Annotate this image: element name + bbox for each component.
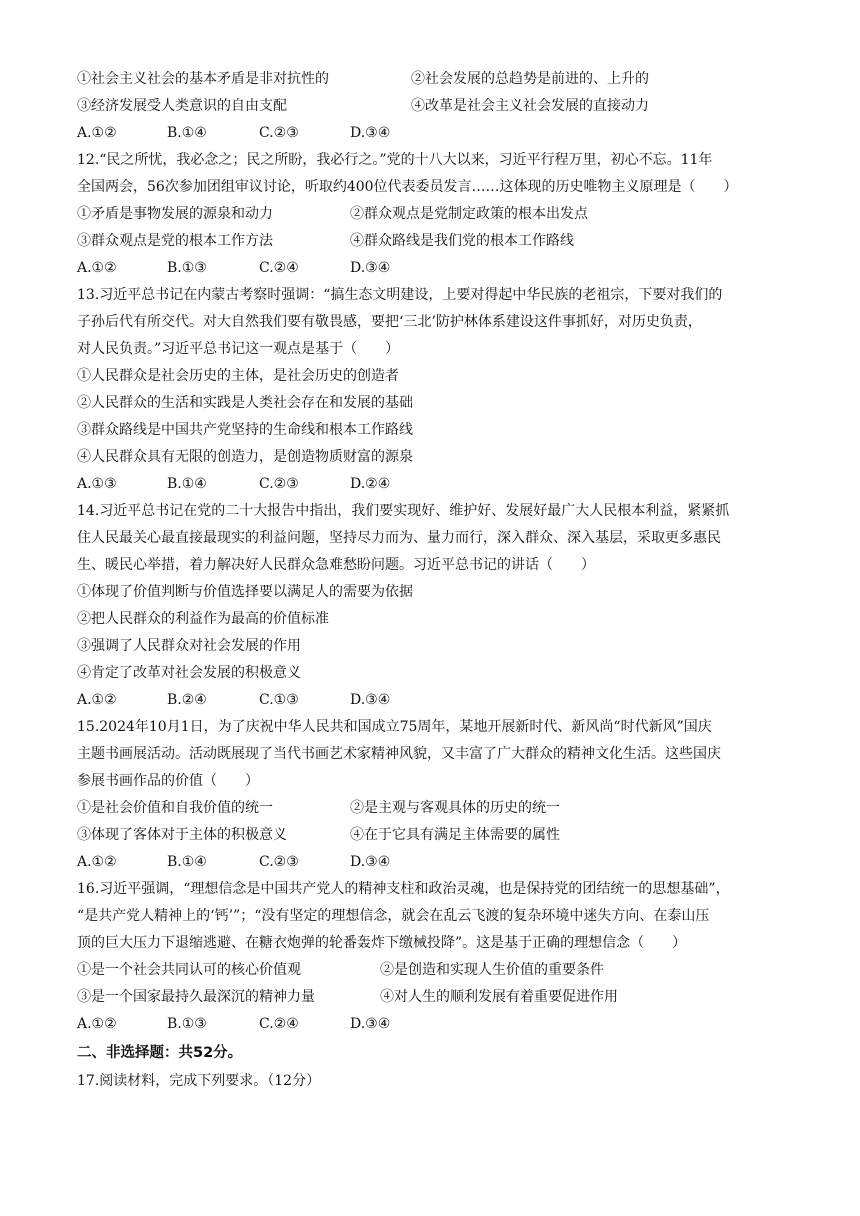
q13-choice-a: A.①③ bbox=[77, 476, 117, 492]
q11-option-1: ①社会主义社会的基本矛盾是非对抗性的 bbox=[77, 71, 329, 87]
q14-stem-line: 14.习近平总书记在党的二十大报告中指出，我们要实现好、维护好、发展好最广大人民根本利益，紧紧抓 bbox=[77, 503, 730, 519]
q15-option-row-2 bbox=[77, 822, 560, 849]
q14-choice-b: B.②④ bbox=[167, 692, 207, 708]
q15-option-1: ①是社会价值和自我价值的统一 bbox=[77, 800, 273, 816]
q16-stem-line: 顶的巨大压力下退缩逃避、在糖衣炮弹的轮番轰炸下缴械投降”。这是基于正确的理想信念（ ） bbox=[77, 935, 687, 951]
q15-option-2: ②是主观与客观具体的历史的统一 bbox=[350, 800, 560, 816]
q13-option-2: ②人民群众的生活和实践是人类社会存在和发展的基础 bbox=[77, 395, 413, 411]
q16-choice-b: B.①③ bbox=[167, 1016, 207, 1032]
q16-option-2: ②是创造和实现人生价值的重要条件 bbox=[380, 962, 604, 978]
q11-option-2: ②社会发展的总趋势是前进的、上升的 bbox=[411, 71, 649, 87]
q14-option-4: ④肯定了改革对社会发展的积极意义 bbox=[77, 665, 301, 681]
q14-choice-a: A.①② bbox=[77, 692, 117, 708]
q14-option-3: ③强调了人民群众对社会发展的作用 bbox=[77, 638, 301, 654]
q13-stem-line: 对人民负责。”习近平总书记这一观点是基于（ ） bbox=[77, 341, 400, 357]
q16-option-row-1 bbox=[77, 957, 604, 984]
q14-stem-line: 住人民最关心最直接最现实的利益问题，坚持尽力而为、量力而行，深入群众、深入基层，采取更多惠民 bbox=[77, 530, 721, 546]
q13-option-3: ③群众路线是中国共产党坚持的生命线和根本工作路线 bbox=[77, 422, 413, 438]
q15-stem-line: 15.2024年10月1日，为了庆祝中华人民共和国成立75周年，某地开展新时代、新风尚“时代新风”国庆 bbox=[77, 719, 712, 735]
q14-option-2: ②把人民群众的利益作为最高的价值标准 bbox=[77, 611, 329, 627]
q15-choice-a: A.①② bbox=[77, 854, 117, 870]
q12-choice-b: B.①③ bbox=[167, 260, 207, 276]
q16-choice-d: D.③④ bbox=[350, 1016, 391, 1032]
q12-option-row-1 bbox=[77, 201, 588, 228]
q16-stem-line: “是共产党人精神上的‘钙’”；“没有坚定的理想信念，就会在乱云飞渡的复杂环境中迷失方向、在泰山压 bbox=[77, 908, 710, 924]
q13-choice-d: D.②④ bbox=[350, 476, 391, 492]
q12-stem-line: 12.“民之所忧，我必念之；民之所盼，我必行之。”党的十八大以来，习近平行程万里，初心不忘。11年 bbox=[77, 152, 713, 168]
q13-option-4: ④人民群众具有无限的创造力，是创造物质财富的源泉 bbox=[77, 449, 413, 465]
q13-stem-line: 子孙后代有所交代。对大自然我们要有敬畏感，要把‘三北’防护林体系建设这件事抓好，对历史负责， bbox=[77, 314, 702, 330]
q13-stem-line: 13.习近平总书记在内蒙古考察时强调：“搞生态文明建设，上要对得起中华民族的老祖宗，下要对我们的 bbox=[77, 287, 723, 303]
q14-choice-c: C.①③ bbox=[259, 692, 299, 708]
q15-option-4: ④在于它具有满足主体需要的属性 bbox=[350, 827, 560, 843]
q12-choice-a: A.①② bbox=[77, 260, 117, 276]
q15-option-3: ③体现了客体对于主体的积极意义 bbox=[77, 827, 287, 843]
q13-choice-c: C.②③ bbox=[259, 476, 299, 492]
q11-choice-b: B.①④ bbox=[167, 125, 207, 141]
q12-option-3: ③群众观点是党的根本工作方法 bbox=[77, 233, 273, 249]
q11-option-4: ④改革是社会主义社会发展的直接动力 bbox=[411, 98, 649, 114]
q15-choice-b: B.①④ bbox=[167, 854, 207, 870]
q16-option-row-2 bbox=[77, 984, 618, 1011]
q11-option-row-2 bbox=[77, 93, 649, 120]
q12-option-4: ④群众路线是我们党的根本工作路线 bbox=[350, 233, 574, 249]
section-2-title: 二、非选择题：共52分。 bbox=[77, 1045, 243, 1061]
q11-choice-c: C.②③ bbox=[259, 125, 299, 141]
q16-option-4: ④对人生的顺利发展有着重要促进作用 bbox=[380, 989, 618, 1005]
q12-stem-line: 全国两会，56次参加团组审议讨论，听取约400位代表委员发言……这体现的历史唯物主义原理是（ ） bbox=[77, 179, 738, 195]
q16-choice-a: A.①② bbox=[77, 1016, 117, 1032]
q13-option-1: ①人民群众是社会历史的主体，是社会历史的创造者 bbox=[77, 368, 399, 384]
q12-option-2: ②群众观点是党制定政策的根本出发点 bbox=[350, 206, 588, 222]
q15-option-row-1 bbox=[77, 795, 560, 822]
q16-option-1: ①是一个社会共同认可的核心价值观 bbox=[77, 962, 301, 978]
q17-stem: 17.阅读材料，完成下列要求。（12分） bbox=[77, 1073, 321, 1089]
q12-choice-d: D.③④ bbox=[350, 260, 391, 276]
q11-choice-d: D.③④ bbox=[350, 125, 391, 141]
q14-option-1: ①体现了价值判断与价值选择要以满足人的需要为依据 bbox=[77, 584, 413, 600]
q16-stem-line: 16.习近平强调，“理想信念是中国共产党人的精神支柱和政治灵魂，也是保持党的团结统一的思想基础”， bbox=[77, 881, 730, 897]
q12-choice-c: C.②④ bbox=[259, 260, 299, 276]
q11-option-3: ③经济发展受人类意识的自由支配 bbox=[77, 98, 287, 114]
q15-choice-d: D.③④ bbox=[350, 854, 391, 870]
q11-choice-a: A.①② bbox=[77, 125, 117, 141]
q16-choice-c: C.②④ bbox=[259, 1016, 299, 1032]
q13-choice-b: B.①④ bbox=[167, 476, 207, 492]
q14-stem-line: 生、暖民心举措，着力解决好人民群众急难愁盼问题。习近平总书记的讲话（ ） bbox=[77, 557, 595, 573]
q12-option-1: ①矛盾是事物发展的源泉和动力 bbox=[77, 206, 273, 222]
q14-choice-d: D.③④ bbox=[350, 692, 391, 708]
q15-stem-line: 参展书画作品的价值（ ） bbox=[77, 773, 259, 789]
q15-choice-c: C.②③ bbox=[259, 854, 299, 870]
q15-stem-line: 主题书画展活动。活动既展现了当代书画艺术家精神风貌，又丰富了广大群众的精神文化生活。这些国庆 bbox=[77, 746, 721, 762]
q11-option-row-1 bbox=[77, 66, 649, 93]
q12-option-row-2 bbox=[77, 228, 574, 255]
q16-option-3: ③是一个国家最持久最深沉的精神力量 bbox=[77, 989, 315, 1005]
